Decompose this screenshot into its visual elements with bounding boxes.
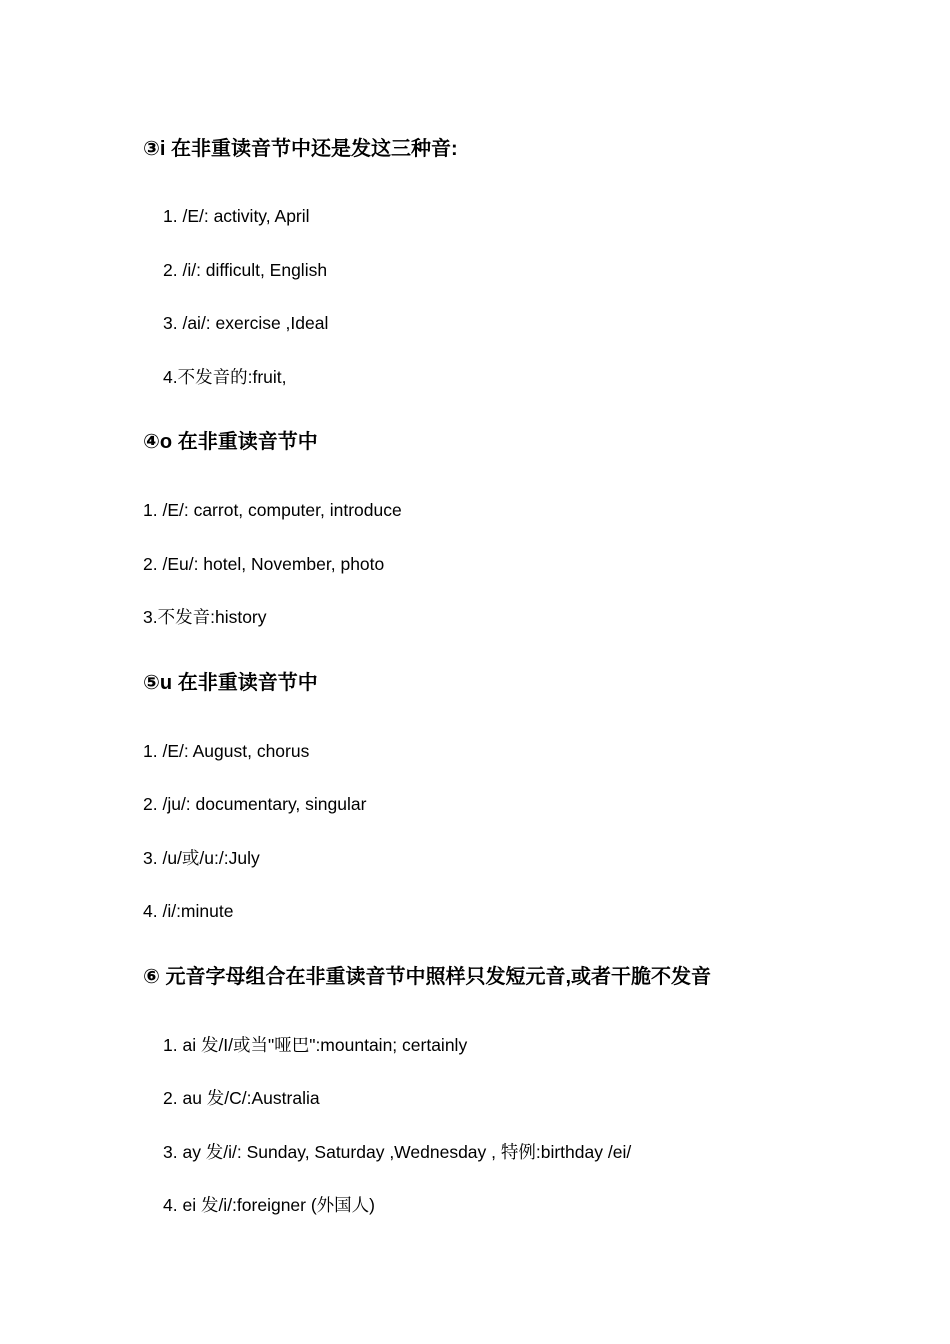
section-heading-vowel-combinations: ⑥ 元音字母组合在非重读音节中照样只发短元音,或者干脆不发音 [143, 966, 712, 988]
list-item: 1. /E/: carrot, computer, introduce [143, 500, 402, 520]
list-item: 3.不发音:history [143, 607, 267, 627]
list-item: 3. ay 发/i/: Sunday, Saturday ,Wednesday , 特例:birthday /ei/ [163, 1142, 632, 1162]
list-item: 1. ai 发/I/或当"哑巴":mountain; certainly [163, 1035, 468, 1055]
section-heading-i: ③i 在非重读音节中还是发这三种音: [143, 138, 458, 160]
list-item: 2. /ju/: documentary, singular [143, 794, 367, 814]
list-item: 2. au 发/C/:Australia [163, 1088, 320, 1108]
list-item: 1. /E/: activity, April [163, 206, 310, 226]
list-item: 4. /i/:minute [143, 901, 234, 921]
section-heading-o: ④o 在非重读音节中 [143, 431, 318, 453]
list-item: 4. ei 发/i/:foreigner (外国人) [163, 1195, 375, 1215]
list-item: 3. /u/或/u:/:July [143, 848, 260, 868]
list-item: 1. /E/: August, chorus [143, 741, 310, 761]
list-item: 2. /Eu/: hotel, November, photo [143, 554, 385, 574]
list-item: 2. /i/: difficult, English [163, 260, 328, 280]
section-heading-u: ⑤u 在非重读音节中 [143, 672, 318, 694]
list-item: 4.不发音的:fruit, [163, 367, 287, 387]
list-item: 3. /ai/: exercise ,Ideal [163, 313, 329, 333]
